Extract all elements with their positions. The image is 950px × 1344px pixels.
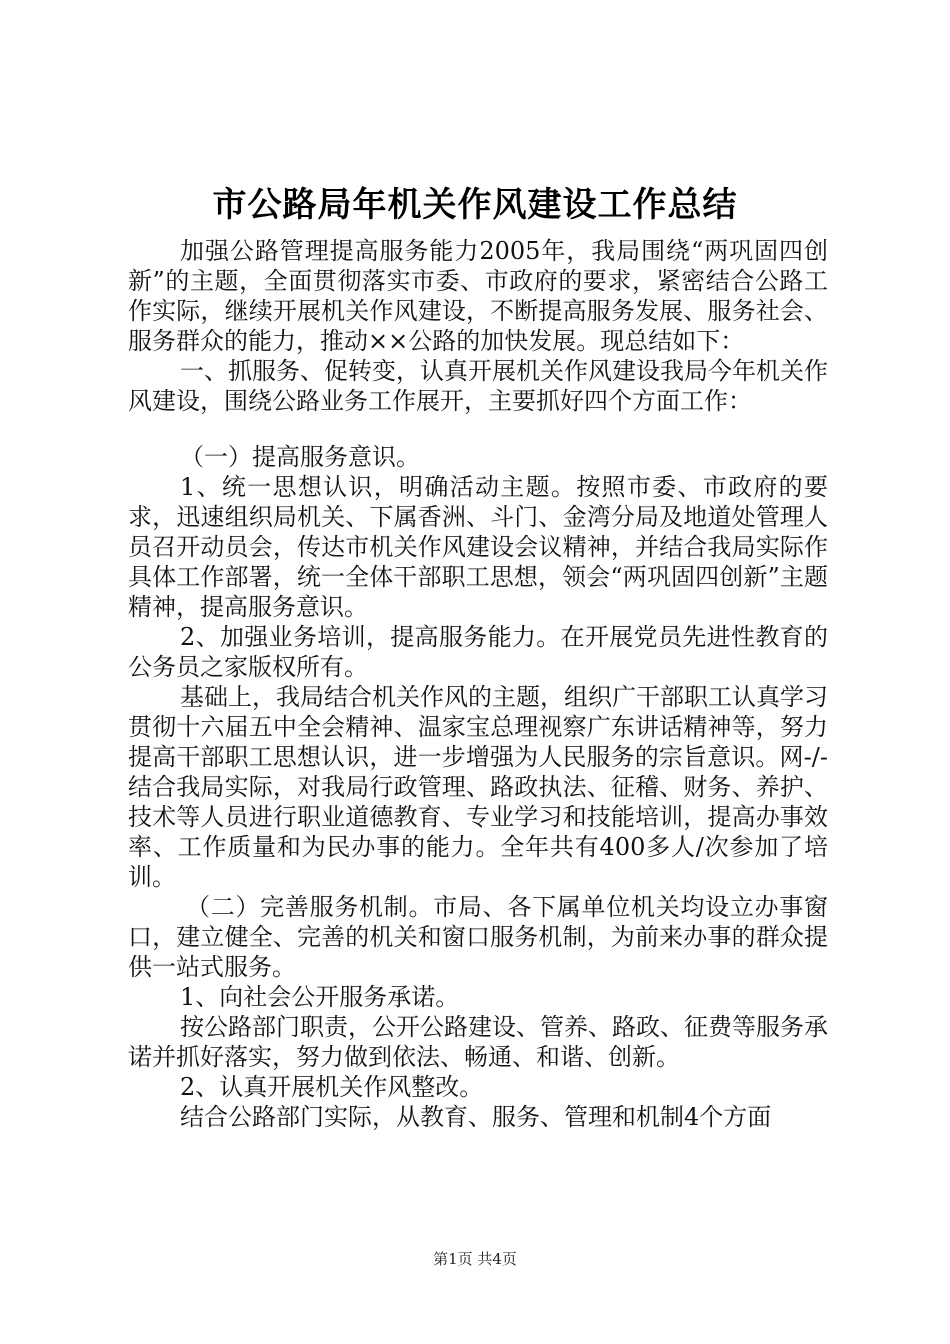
page-footer: 第1页 共4页 [433,1250,517,1268]
paragraph-section-1: 一、抓服务、促转变，认真开展机关作风建设我局今年机关作风建设，围绕公路业务工作展开，主要抓好四个方面工作： [128,357,828,415]
document-title: 市公路局年机关作风建设工作总结 [212,185,738,225]
document-body [128,236,828,1132]
paragraph-commitment-heading: 1、向社会公开服务承诺。 [180,983,460,1011]
paragraph-item-2: 2、加强业务培训，提高服务能力。在开展党员先进性教育的公务员之家版权所有。 [128,623,828,681]
paragraph-subsection-2: （二）完善服务机制。市局、各下属单位机关均设立办事窗口，建立健全、完善的机关和窗口服务机制，为前来办事的群众提供一站式服务。 [128,893,828,981]
paragraph-commitment: 按公路部门职责，公开公路建设、管养、路政、征费等服务承诺并抓好落实，努力做到依法、畅通、和谐、创新。 [128,1013,828,1071]
paragraph-rectification: 结合公路部门实际，从教育、服务、管理和机制4个方面 [180,1103,772,1131]
paragraph-intro: 加强公路管理提高服务能力2005年，我局围绕“两巩固四创新”的主题，全面贯彻落实市委、市政府的要求，紧密结合公路工作实际，继续开展机关作风建设，不断提高服务发展、服务社会、服务群众的能力，推动××公路的加快发展。现总结如下： [128,237,828,355]
paragraph-rectification-heading: 2、认真开展机关作风整改。 [180,1073,484,1101]
paragraph-item-1: 1、统一思想认识，明确活动主题。按照市委、市政府的要求，迅速组织局机关、下属香洲、斗门、金湾分局及地道处管理人员召开动员会，传达市机关作风建设会议精神，并结合我局实际作具体工作部署，统一全体干部职工思想，领会“两巩固四创新”主题精神，提高服务意识。 [128,473,828,621]
paragraph-training: 基础上，我局结合机关作风的主题，组织广干部职工认真学习贯彻十六届五中全会精神、温家宝总理视察广东讲话精神等，努力提高干部职工思想认识，进一步增强为人民服务的宗旨意识。网-/-结合我局实际，对我局行政管理、路政执法、征稽、财务、养护、技术等人员进行职业道德教育、专业学习和技能培训，提高办事效率、工作质量和为民办事的能力。全年共有400多人/次参加了培训。 [128,683,828,891]
paragraph-subsection-1: （一）提高服务意识。 [180,443,420,471]
